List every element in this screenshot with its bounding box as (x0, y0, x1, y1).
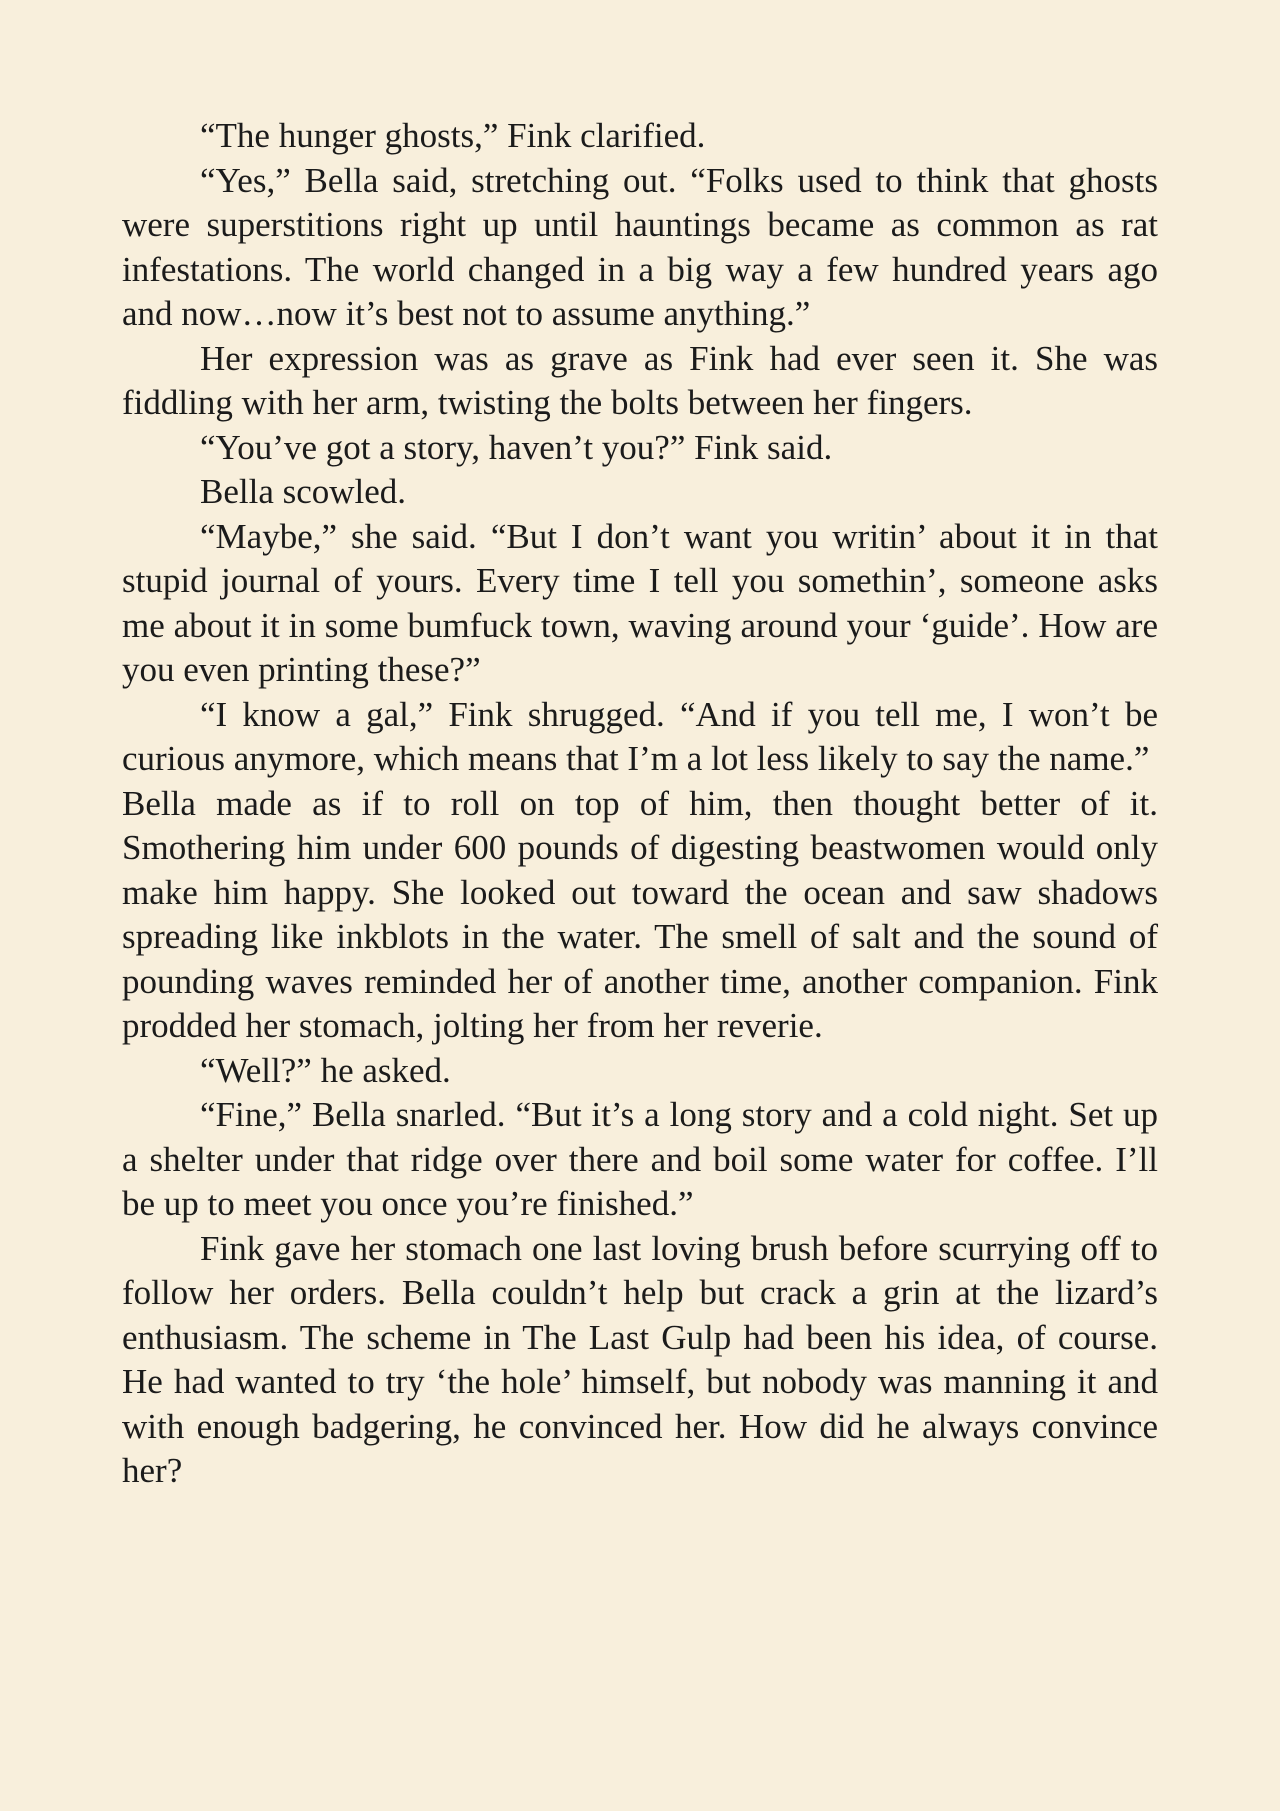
paragraph-11: Fink gave her stomach one last loving brush before scurrying off to follow her orders. Bella couldn’t help but crack a grin at the lizard’s enthusiasm. The scheme in The Last Gulp had been his idea, of course. He had wanted to try ‘the hole’ himself, but nobody was manning it and with enough badgering, he convinced her. How did he always convince her? (122, 1228, 1158, 1490)
paragraph-2: “Yes,” Bella said, stretching out. “Folks used to think that ghosts were superstitions right up until hauntings became as common as rat infestations. The world changed in a big way a few hundred years ago and now…now it’s best not to assume anything.” (122, 160, 1158, 333)
paragraph-10: “Fine,” Bella snarled. “But it’s a long story and a cold night. Set up a shelter under that ridge over there and boil some water for coffee. I’ll be up to meet you once you’re finished.” (122, 1095, 1158, 1223)
paragraph-8: Bella made as if to roll on top of him, then thought better of it. Smothering him under 600 pounds of digesting beastwomen would only make him happy. She looked out toward the ocean and saw shadows spreading like inkblots in the water. The smell of salt and the sound of pounding waves reminded her of another time, another companion. Fink prodded her stomach, jolting her from her reverie. (122, 783, 1158, 1045)
paragraph-7: “I know a gal,” Fink shrugged. “And if you tell me, I won’t be curious anymore, which means that I’m a lot less likely to say the name.” (122, 694, 1158, 778)
body-text (122, 114, 1158, 1494)
paragraph-3: Her expression was as grave as Fink had ever seen it. She was fiddling with her arm, twisting the bolts between her fingers. (122, 338, 1158, 422)
paragraph-4: “You’ve got a story, haven’t you?” Fink said. (200, 427, 833, 467)
paragraph-5: Bella scowled. (200, 472, 407, 511)
paragraph-6: “Maybe,” she said. “But I don’t want you writin’ about it in that stupid journal of yours. Every time I tell you somethin’, someone asks me about it in some bumfuck town, waving around your ‘guide’. How are you even printing these?” (122, 516, 1158, 689)
paragraph-1: “The hunger ghosts,” Fink clarified. (200, 116, 706, 155)
paragraph-9: “Well?” he asked. (200, 1050, 451, 1090)
